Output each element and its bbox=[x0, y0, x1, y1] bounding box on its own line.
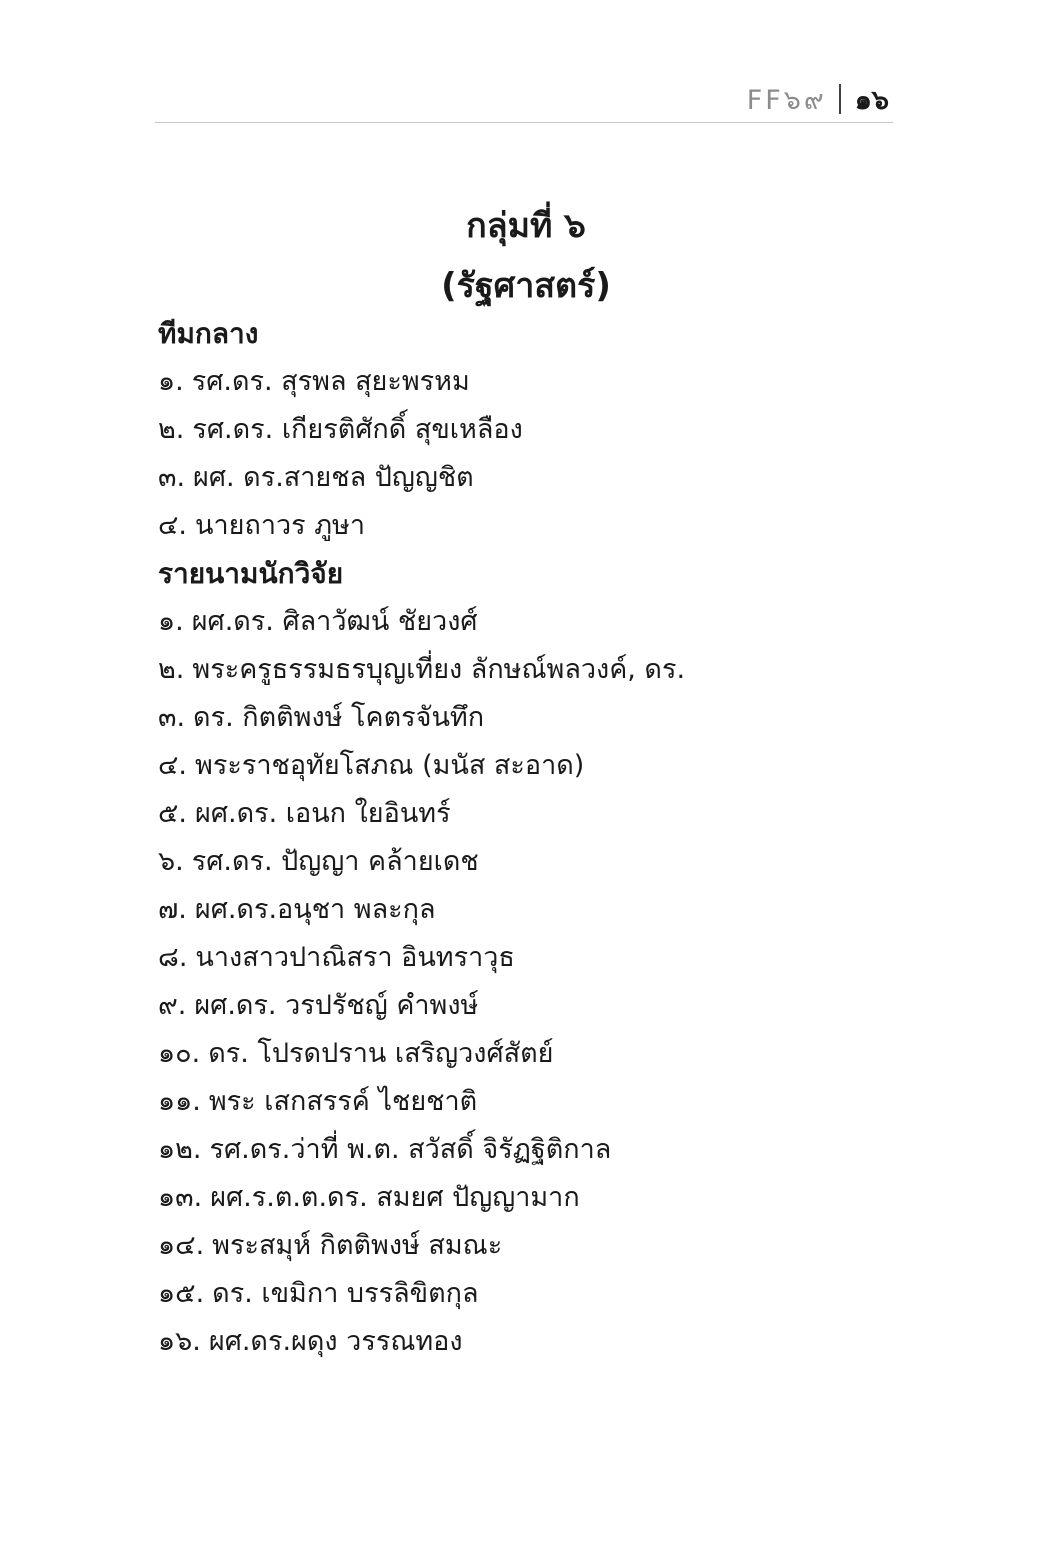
item-name: รศ.ดร. เกียรติศักดิ์ สุขเหลือง bbox=[192, 414, 523, 445]
list-item bbox=[158, 742, 685, 790]
item-name: รศ.ดร. สุรพล สุยะพรหม bbox=[191, 366, 470, 397]
group-title: กลุ่มที่ ๖ bbox=[466, 206, 586, 246]
list-item bbox=[158, 1222, 685, 1270]
list-item bbox=[158, 1126, 685, 1174]
item-number: ๑๖. bbox=[158, 1326, 201, 1357]
item-name: ผศ.ดร. เอนก ใยอินทร์ bbox=[195, 798, 451, 829]
item-number: ๖. bbox=[158, 846, 184, 877]
item-number: ๔. bbox=[158, 750, 188, 781]
item-name: ผศ.ดร.อนุชา พละกุล bbox=[194, 894, 436, 925]
item-number: ๗. bbox=[158, 894, 187, 925]
item-name: รศ.ดร. ปัญญา คล้ายเดช bbox=[191, 846, 479, 877]
item-name: ผศ.ดร. ศิลาวัฒน์ ชัยวงศ์ bbox=[191, 606, 478, 637]
list-item bbox=[158, 838, 685, 886]
item-number: ๑๐. bbox=[158, 1038, 201, 1069]
list-item bbox=[158, 1078, 685, 1126]
book-code: FF๖๙ bbox=[746, 84, 827, 116]
central-team-heading: ทีมกลาง bbox=[158, 317, 259, 350]
item-number: ๙. bbox=[158, 990, 187, 1021]
item-number: ๑๕. bbox=[158, 1278, 205, 1309]
item-number: ๑. bbox=[158, 606, 184, 637]
researchers-heading: รายนามนักวิจัย bbox=[158, 557, 344, 590]
item-name: รศ.ดร.ว่าที่ พ.ต. สวัสดิ์ จิรัฏฐิติกาล bbox=[209, 1134, 612, 1165]
list-item bbox=[158, 502, 523, 550]
item-number: ๑๑. bbox=[158, 1086, 201, 1117]
item-number: ๓. bbox=[158, 462, 186, 493]
list-item bbox=[158, 1174, 685, 1222]
list-item bbox=[158, 790, 685, 838]
page-header bbox=[155, 78, 893, 123]
header-right bbox=[747, 80, 889, 118]
item-name: พระครูธรรมธรบุญเที่ยง ลักษณ์พลวงค์, ดร. bbox=[192, 654, 686, 685]
item-number: ๑. bbox=[158, 366, 184, 397]
central-team-list bbox=[158, 358, 523, 550]
item-name: พระราชอุทัยโสภณ (มนัส สะอาด) bbox=[195, 750, 585, 781]
list-item bbox=[158, 694, 685, 742]
item-name: ดร. กิตติพงษ์ โคตรจันทึก bbox=[193, 702, 485, 733]
list-item bbox=[158, 358, 523, 406]
item-number: ๒. bbox=[158, 654, 185, 685]
list-item bbox=[158, 1318, 685, 1366]
item-name: ผศ. ดร.สายชล ปัญญชิต bbox=[193, 462, 474, 493]
group-subtitle: (รัฐศาสตร์) bbox=[441, 266, 611, 306]
item-number: ๑๔. bbox=[158, 1230, 205, 1261]
item-number: ๕. bbox=[158, 798, 188, 829]
list-item bbox=[158, 1270, 685, 1318]
item-name: ดร. โปรดปราน เสริญวงศ์สัตย์ bbox=[208, 1038, 554, 1069]
item-number: ๒. bbox=[158, 414, 185, 445]
list-item bbox=[158, 406, 523, 454]
list-item bbox=[158, 454, 523, 502]
item-number: ๑๒. bbox=[158, 1134, 202, 1165]
header-divider bbox=[839, 84, 841, 114]
item-name: ผศ.ดร. วรปรัชญ์ คำพงษ์ bbox=[194, 990, 479, 1021]
item-number: ๘. bbox=[158, 942, 188, 973]
item-name: พระ เสกสรรค์ ไชยชาติ bbox=[208, 1086, 478, 1117]
list-item bbox=[158, 886, 685, 934]
item-name: ผศ.ดร.ผดุง วรรณทอง bbox=[208, 1326, 463, 1357]
item-name: นางสาวปาณิสรา อินทราวุธ bbox=[195, 942, 515, 973]
list-item bbox=[158, 1030, 685, 1078]
page-number: ๑๖ bbox=[854, 84, 889, 116]
item-name: นายถาวร ภูษา bbox=[195, 510, 365, 541]
list-item bbox=[158, 934, 685, 982]
list-item bbox=[158, 646, 685, 694]
item-name: ผศ.ร.ต.ต.ดร. สมยศ ปัญญามาก bbox=[210, 1182, 580, 1213]
item-number: ๓. bbox=[158, 702, 186, 733]
item-number: ๑๓. bbox=[158, 1182, 203, 1213]
item-name: ดร. เขมิกา บรรลิขิตกุล bbox=[212, 1278, 479, 1309]
researchers-list bbox=[158, 598, 685, 1366]
item-number: ๔. bbox=[158, 510, 188, 541]
item-name: พระสมุห์ กิตติพงษ์ สมณะ bbox=[212, 1230, 503, 1261]
list-item bbox=[158, 598, 685, 646]
list-item bbox=[158, 982, 685, 1030]
